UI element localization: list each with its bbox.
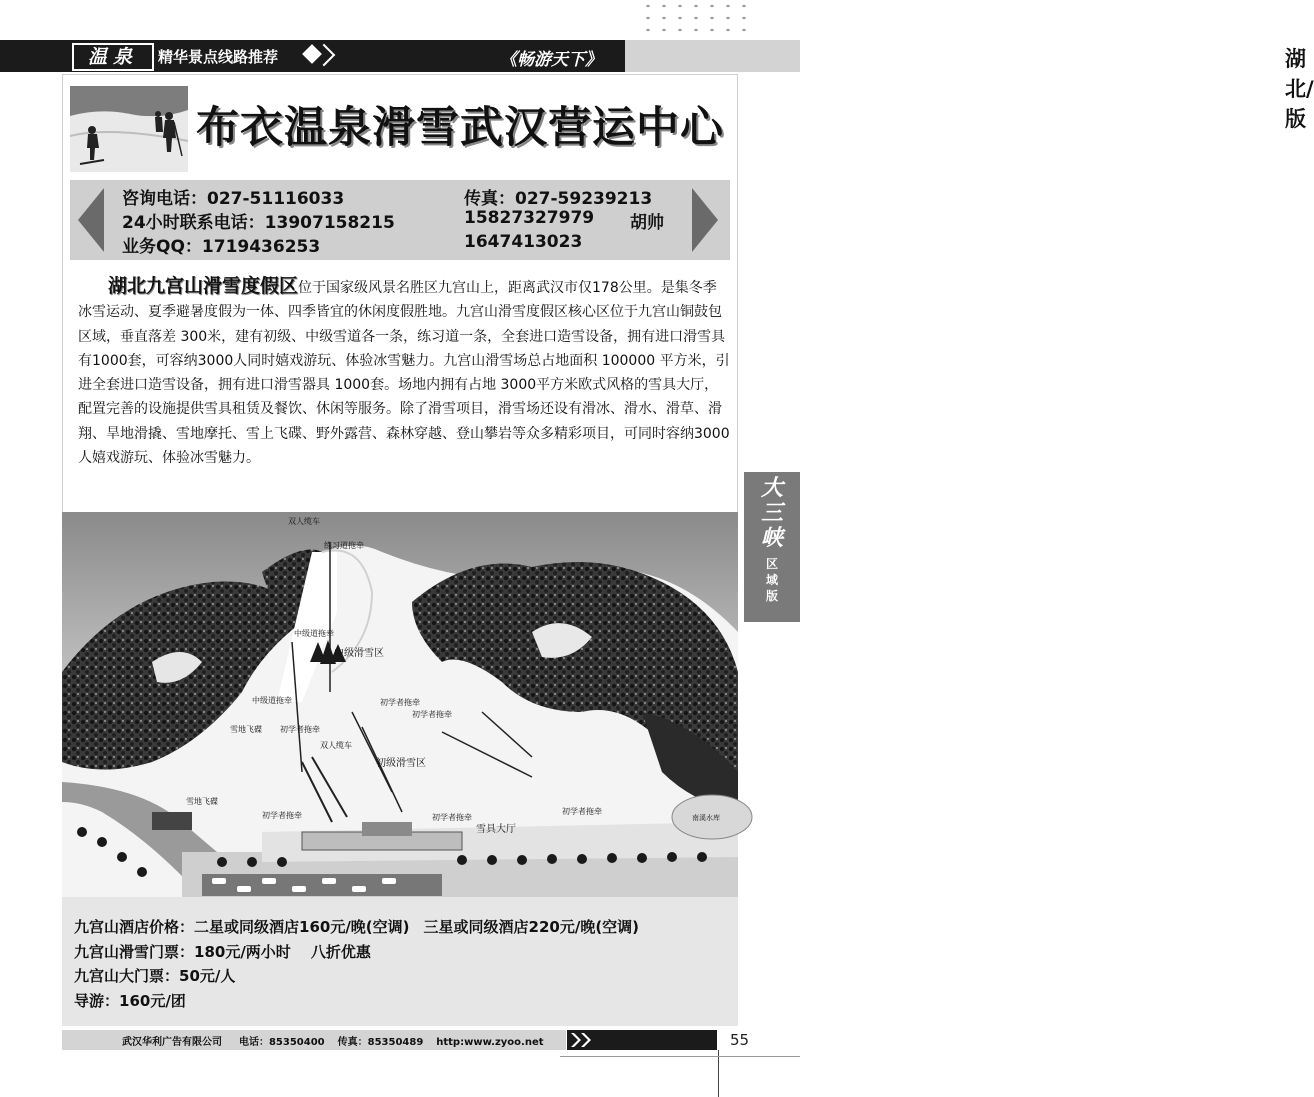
footer-tel-label: 电话： — [238, 1037, 269, 1048]
phone-number: 027-51116033 — [207, 189, 345, 209]
map-label-snow-ufo-b: 雪地飞碟 — [186, 797, 218, 806]
ski-resort-map — [62, 512, 738, 897]
gate-ticket-row — [74, 965, 235, 986]
side-tab-sub-2: 域 — [765, 573, 778, 587]
side-tab-name — [744, 476, 800, 551]
side-tab-sub-3: 版 — [765, 589, 778, 603]
footer-note: 本报价仅供业内参考 — [1102, 1038, 1192, 1049]
resort-name-highlight: 湖北九宫山滑雪度假区 — [108, 275, 299, 297]
hotline-row — [122, 208, 395, 233]
mobile-row-2 — [464, 208, 594, 228]
hotel-price-row — [74, 916, 639, 937]
map-label-beginner-lift-d: 初学者拖牵 — [262, 811, 302, 820]
footer-bar — [62, 1030, 566, 1050]
footer-url: http:www.zyoo.net — [436, 1037, 544, 1048]
map-label-beginner-zone: 初级滑雪区 — [376, 758, 426, 769]
footer-divider-vertical — [718, 1050, 719, 1097]
ski-ticket-row — [74, 941, 371, 962]
header-dark-section — [0, 40, 625, 72]
map-label-beginner-lift-e: 初学者拖牵 — [432, 813, 472, 822]
footer-info — [122, 1033, 544, 1048]
guide-price-row — [74, 990, 186, 1011]
hotel-price-label: 九宫山酒店价格： — [74, 918, 195, 936]
map-label-beginner-lift-c: 初学者拖牵 — [280, 725, 320, 734]
fax-row — [464, 184, 652, 209]
footer-fax-label: 传真： — [337, 1037, 368, 1048]
gate-ticket-price: 50元/人 — [179, 967, 236, 985]
map-label-snow-ufo-a: 雪地飞碟 — [230, 725, 262, 734]
qq-number-2: 1647413023 — [464, 232, 583, 252]
header-region-section — [625, 40, 1314, 131]
hotline-label: 24小时联系电话： — [122, 213, 265, 233]
chevron-right-icon — [313, 44, 336, 67]
ski-ticket-label: 九宫山滑雪门票： — [74, 943, 195, 961]
arrow-right-icon — [690, 188, 720, 252]
footer-fax: 85350489 — [367, 1037, 424, 1048]
resort-description — [78, 274, 730, 470]
double-chevron-icon — [571, 1033, 593, 1047]
description-text: 位于国家级风景名胜区九宫山上，距离武汉市仅178公里。是集冬季冰雪运动、夏季避暑度假为一体、四季皆宜的休闲度假胜地。九宫山滑雪度假区核心区位于九宫山铜鼓包区域，垂直落差 300米，建有初级、中级雪道各一条，练习道一条，全套进口造雪设备，拥有进口滑雪具有1000套，可容纳3000人同时嬉戏游玩、体验冰雪魅力。九宫山滑雪场总占地面积 100000 平方米，引进全套进口造雪设备，拥有进口滑雪器具 1000套。场地内拥有占地 3000平方米欧式风格的雪具大厅，配置完善的设施提供雪具租赁及餐饮、休闲等服务。除了滑雪项目，滑雪场还设有滑冰、滑水、滑草、滑翔、旱地滑撬、雪地摩托、雪上飞碟、野外露营、森林穿越、登山攀岩等众多精彩项目，可同时容纳3000人嬉戏游玩、体验冰雪魅力。 — [78, 280, 730, 467]
phone-label: 咨询电话： — [122, 189, 207, 209]
qq-number-1: 1719436253 — [201, 237, 321, 257]
map-label-beginner-lift-b: 初学者拖牵 — [412, 710, 452, 719]
map-label-intermediate-lift: 中级道拖牵 — [294, 629, 334, 638]
qq-row — [122, 232, 320, 257]
qq-label: 业务QQ： — [122, 237, 202, 257]
map-label-practice-lift-top: 练习道拖牵 — [324, 541, 364, 550]
ski-ticket-price: 180元/两小时 — [194, 943, 291, 961]
header-brand: 《畅游天下》 — [500, 50, 602, 70]
map-label-beginner-lift-a: 初学者拖牵 — [380, 698, 420, 707]
guide-price-label: 导游： — [74, 992, 120, 1010]
decorative-dot-pattern — [640, 0, 750, 40]
map-label-practice-lift: 中级道拖牵 — [252, 696, 292, 705]
map-label-ski-hall: 雪具大厅 — [476, 824, 516, 835]
contact-person: 胡帅 — [630, 213, 664, 233]
contact-band — [70, 180, 730, 260]
side-tab-sub — [744, 556, 800, 604]
map-label-double-lift: 双人缆车 — [320, 741, 352, 750]
phone-row — [122, 184, 344, 209]
page-number: 55 — [730, 1031, 750, 1049]
header-subtitle: 精华景点线路推荐 — [158, 48, 279, 66]
side-tab-name-text: 大三峡 — [760, 475, 783, 551]
hotel-price-3star: 三星或同级酒店220元/晚(空调) — [423, 918, 640, 936]
page-title: 布衣温泉滑雪武汉营运中心 — [196, 103, 724, 153]
header-logo: 温泉 — [72, 43, 154, 71]
footer-company: 武汉华利广告有限公司 — [122, 1037, 222, 1048]
footer-tel: 85350400 — [268, 1037, 325, 1048]
arrow-left-icon — [76, 188, 106, 252]
gate-ticket-label: 九宫山大门票： — [74, 967, 180, 985]
region-side-tab — [744, 472, 800, 622]
mobile-number-2: 15827327979 — [464, 208, 595, 228]
skier-illustration — [70, 86, 188, 172]
ski-ticket-discount: 八折优惠 — [310, 943, 371, 961]
guide-price: 160元/团 — [119, 992, 186, 1010]
hotel-price-2star: 二星或同级酒店160元/晚(空调) — [194, 918, 410, 936]
map-label-reservoir: 南溪水库 — [692, 814, 720, 822]
side-tab-sub-1: 区 — [765, 557, 778, 571]
fax-label: 传真： — [464, 189, 515, 209]
fax-number: 027-59239213 — [515, 189, 653, 209]
map-label-beginner-lift-f: 初学者拖牵 — [562, 807, 602, 816]
header-region: 湖北/版 — [1285, 47, 1314, 131]
map-label-double-lift-top: 双人缆车 — [288, 517, 320, 526]
skier-photo — [70, 86, 188, 172]
mobile-number-1: 13907158215 — [264, 213, 395, 233]
map-label-intermediate-zone: 中级滑雪区 — [334, 648, 384, 659]
footer-divider-horizontal — [560, 1056, 800, 1057]
